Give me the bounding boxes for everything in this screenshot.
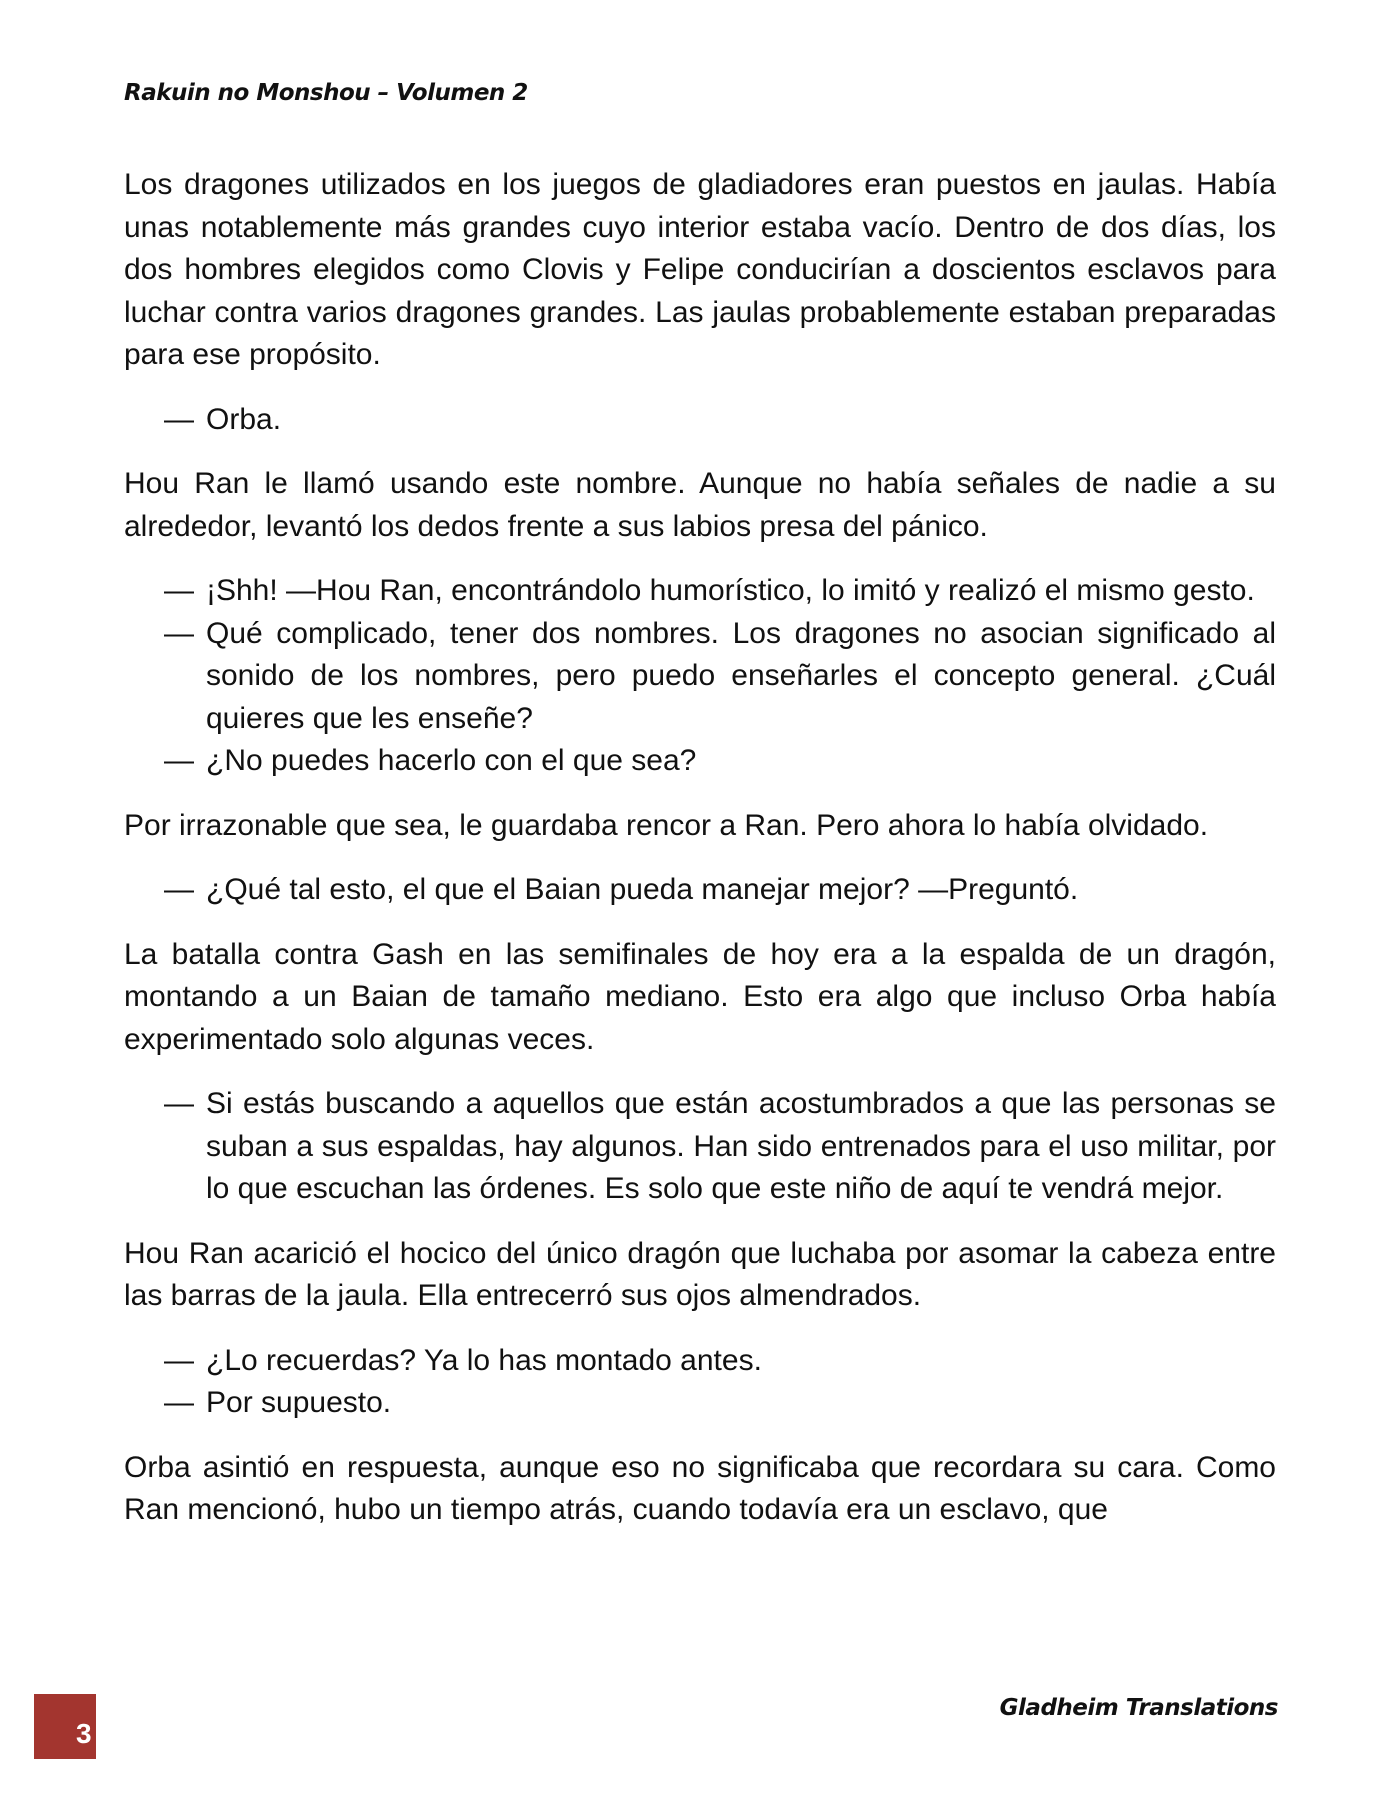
dialogue-line	[124, 570, 1276, 613]
dialogue-text: ¿Qué tal esto, el que el Baian pueda manejar mejor? —Preguntó.	[206, 873, 1079, 906]
paragraph: Los dragones utilizados en los juegos de gladiadores eran puestos en jaulas. Había unas notablemente más grandes cuyo interior estaba vacío. Dentro de dos días, los dos hombres elegidos como Clovis y Felipe conducirían a doscientos esclavos para luchar contra varios dragones grandes. Las jaulas probablemente estaban preparadas para ese propósito.	[124, 168, 1276, 371]
dialogue-line	[124, 1340, 1276, 1383]
dialogue-group	[124, 1083, 1276, 1211]
page-body	[124, 164, 1276, 1554]
dialogue-text: Qué complicado, tener dos nombres. Los dragones no asocian significado al sonido de los nombres, pero puedo enseñarles el concepto general. ¿Cuál quieres que les enseñe?	[206, 616, 1276, 735]
dialogue-line	[124, 1083, 1276, 1211]
dialogue-group	[124, 1340, 1276, 1425]
dialogue-line	[124, 399, 1276, 442]
em-dash: —	[164, 744, 194, 777]
dialogue-text: ¿No puedes hacerlo con el que sea?	[206, 744, 697, 777]
paragraph: Orba asintió en respuesta, aunque eso no significaba que recordara su cara. Como Ran mencionó, hubo un tiempo atrás, cuando todavía era un esclavo, que	[124, 1450, 1276, 1526]
paragraph: Hou Ran acarició el hocico del único dragón que luchaba por asomar la cabeza entre las barras de la jaula. Ella entrecerró sus ojos almendrados.	[124, 1236, 1276, 1312]
paragraph: Por irrazonable que sea, le guardaba rencor a Ran. Pero ahora lo había olvidado.	[124, 808, 1209, 842]
dialogue-text: ¿Lo recuerdas? Ya lo has montado antes.	[206, 1343, 762, 1377]
dialogue-text: Por supuesto.	[206, 1386, 392, 1419]
em-dash: —	[164, 402, 194, 436]
dialogue-line	[124, 1382, 1276, 1425]
paragraph: Hou Ran le llamó usando este nombre. Aunque no había señales de nadie a su alrededor, levantó los dedos frente a sus labios presa del pánico.	[124, 467, 1276, 543]
em-dash: —	[164, 616, 194, 650]
dialogue-text: ¡Shh! —Hou Ran, encontrándolo humorístico, lo imitó y realizó el mismo gesto.	[206, 574, 1255, 607]
em-dash: —	[164, 574, 194, 607]
em-dash: —	[164, 1343, 194, 1377]
dialogue-group	[124, 570, 1276, 783]
dialogue-line	[124, 613, 1276, 741]
paragraph: La batalla contra Gash en las semifinales de hoy era a la espalda de un dragón, montando a un Baian de tamaño mediano. Esto era algo que incluso Orba había experimentado solo algunas veces.	[124, 937, 1276, 1056]
dialogue-group	[124, 399, 1276, 442]
dialogue-group	[124, 869, 1276, 912]
dialogue-text: Si estás buscando a aquellos que están acostumbrados a que las personas se suban a sus espaldas, hay algunos. Han sido entrenados para el uso militar, por lo que escuchan las órdenes. Es solo que este niño de aquí te vendrá mejor.	[206, 1087, 1276, 1205]
dialogue-text: Orba.	[206, 402, 282, 436]
dialogue-line	[124, 740, 1276, 783]
em-dash: —	[164, 873, 194, 906]
footer-brand: Gladheim Translations	[999, 1695, 1278, 1721]
page-number-underline	[34, 1756, 96, 1759]
dialogue-line	[124, 869, 1276, 912]
page-number: 3	[76, 1718, 92, 1749]
em-dash: —	[164, 1386, 194, 1419]
running-header: Rakuin no Monshou – Volumen 2	[124, 80, 528, 106]
em-dash: —	[164, 1087, 194, 1120]
